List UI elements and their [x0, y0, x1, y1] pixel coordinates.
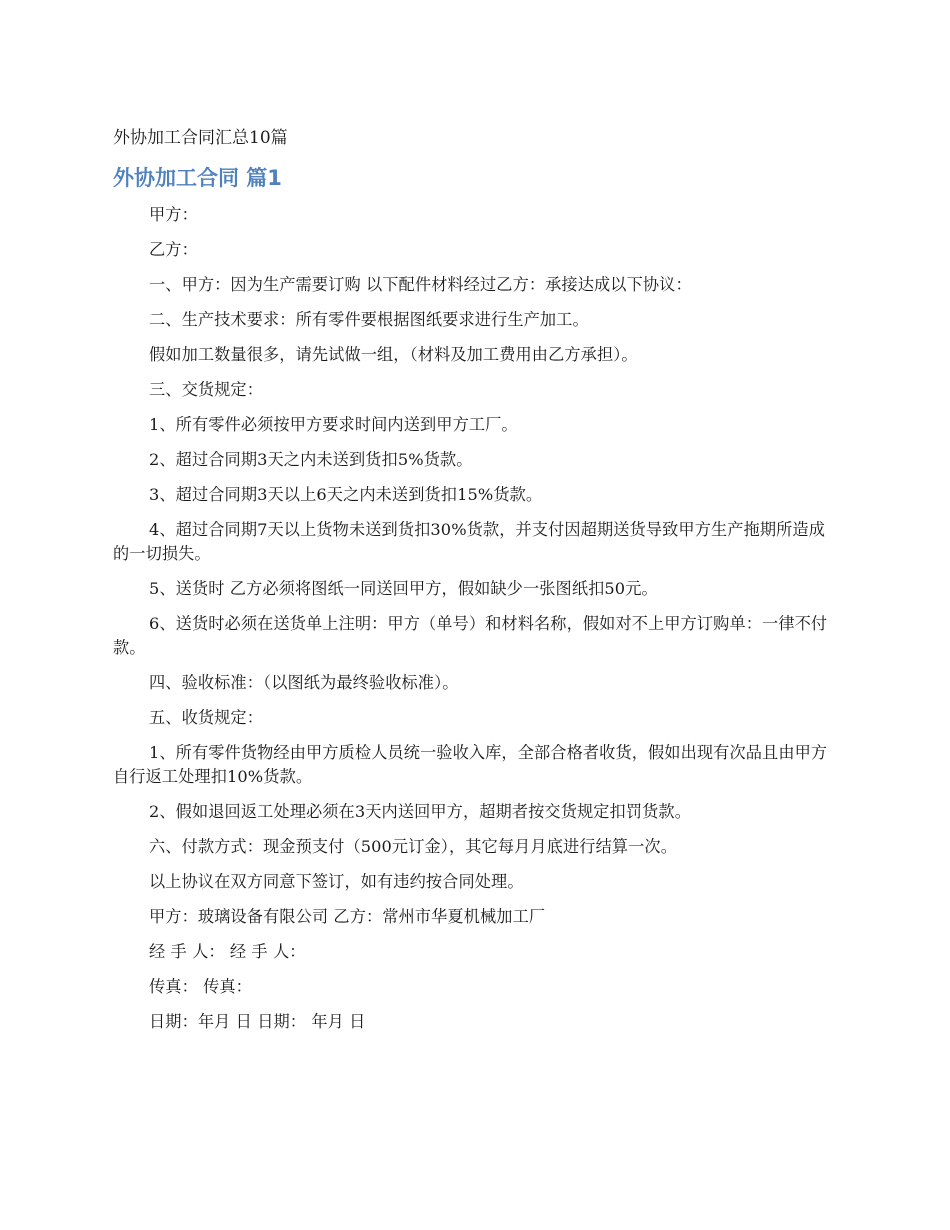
signature-parties: 甲方：玻璃设备有限公司 乙方：常州市华夏机械加工厂	[149, 907, 546, 926]
paragraph: 三、交货规定：	[149, 380, 264, 399]
signature-date: 日期：年月 日 日期： 年月 日	[149, 1012, 366, 1031]
paragraph: 六、付款方式：现金预支付（500元订金），其它每月月底进行结算一次。	[149, 837, 678, 856]
paragraph: 四、验收标准：（以图纸为最终验收标准）。	[149, 673, 459, 692]
paragraph: 二、生产技术要求：所有零件要根据图纸要求进行生产加工。	[149, 310, 589, 329]
paragraph: 2、超过合同期3天之内未送到货扣5%货款。	[149, 450, 473, 469]
paragraph-party-a: 甲方：	[149, 205, 198, 224]
signature-handlers: 经 手 人： 经 手 人：	[149, 942, 306, 961]
paragraph-party-b: 乙方：	[149, 240, 198, 259]
section-heading: 外协加工合同 篇1	[113, 166, 282, 190]
paragraph: 假如加工数量很多，请先试做一组，（材料及加工费用由乙方承担）。	[149, 345, 638, 364]
paragraph: 3、超过合同期3天以上6天之内未送到货扣15%货款。	[149, 485, 543, 504]
paragraph: 6、送货时必须在送货单上注明：甲方（单号）和材料名称，假如对不上甲方订购单：一律不付款。	[113, 614, 828, 657]
document-body	[113, 203, 835, 1045]
paragraph: 以上协议在双方同意下签订，如有违约按合同处理。	[149, 872, 524, 891]
paragraph: 一、甲方：因为生产需要订购 以下配件材料经过乙方：承接达成以下协议：	[149, 275, 692, 294]
paragraph: 4、超过合同期7天以上货物未送到货扣30%货款，并支付因超期送货导致甲方生产拖期所造成的一切损失。	[113, 520, 825, 563]
paragraph: 2、假如退回返工处理必须在3天内送回甲方，超期者按交货规定扣罚货款。	[149, 802, 691, 821]
paragraph: 1、所有零件货物经由甲方质检人员统一验收入库，全部合格者收货，假如出现有次品且由甲方自行返工处理扣10%货款。	[113, 743, 828, 786]
document-title: 外协加工合同汇总10篇	[113, 128, 288, 148]
paragraph: 5、送货时 乙方必须将图纸一同送回甲方，假如缺少一张图纸扣50元。	[149, 579, 658, 598]
paragraph: 五、收货规定：	[149, 708, 264, 727]
signature-fax: 传真： 传真：	[149, 977, 252, 996]
paragraph: 1、所有零件必须按甲方要求时间内送到甲方工厂。	[149, 415, 518, 434]
